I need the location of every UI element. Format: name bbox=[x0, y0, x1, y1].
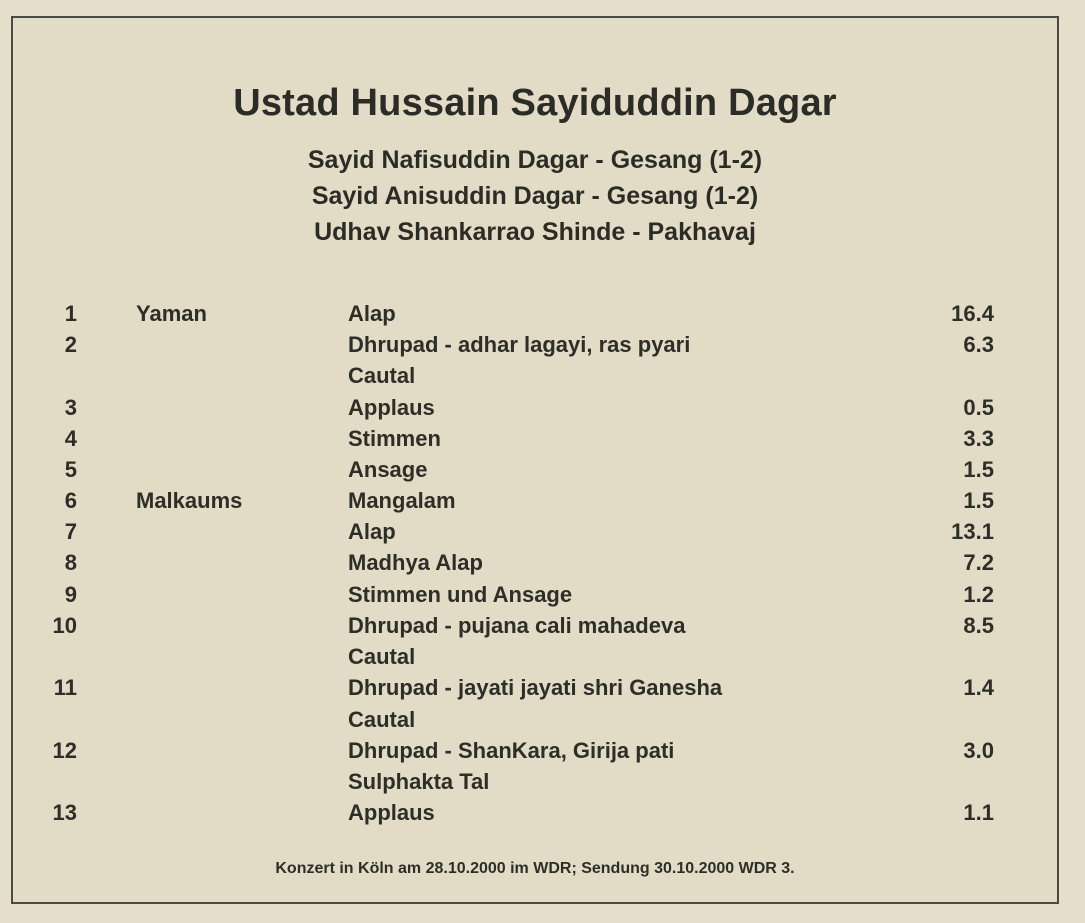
track-duration: 13.1 bbox=[951, 519, 994, 544]
track-tala: Cautal bbox=[348, 363, 416, 388]
track-duration: 3.0 bbox=[963, 738, 994, 763]
track-duration: 7.2 bbox=[963, 550, 994, 575]
track-number: 2 bbox=[64, 332, 77, 357]
track-title: Alap bbox=[348, 519, 396, 544]
track-number: 5 bbox=[64, 457, 77, 482]
cd-insert-sheet bbox=[11, 16, 1059, 904]
track-number: 3 bbox=[64, 395, 77, 420]
performer-line: Sayid Nafisuddin Dagar - Gesang (1-2) bbox=[307, 146, 763, 174]
track-title: Dhrupad - jayati jayati shri Ganesha bbox=[348, 675, 723, 700]
track-duration: 1.4 bbox=[963, 675, 994, 700]
track-title: Dhrupad - ShanKara, Girija pati bbox=[348, 738, 675, 763]
track-title: Stimmen bbox=[348, 426, 441, 451]
track-number: 13 bbox=[52, 800, 77, 825]
track-number: 4 bbox=[64, 426, 77, 451]
track-number: 10 bbox=[52, 613, 77, 638]
track-title: Dhrupad - pujana cali mahadeva bbox=[348, 613, 686, 638]
track-number: 9 bbox=[64, 582, 77, 607]
raga-name: Yaman bbox=[136, 301, 207, 326]
track-title: Alap bbox=[348, 301, 396, 326]
track-number: 8 bbox=[64, 550, 77, 575]
track-title: Stimmen und Ansage bbox=[348, 582, 573, 607]
track-number: 7 bbox=[64, 519, 77, 544]
track-title: Mangalam bbox=[348, 488, 456, 513]
track-number: 12 bbox=[52, 738, 77, 763]
track-title: Madhya Alap bbox=[348, 550, 483, 575]
performer-line: Udhav Shankarrao Shinde - Pakhavaj bbox=[314, 218, 756, 246]
album-title: Ustad Hussain Sayiduddin Dagar bbox=[233, 82, 837, 124]
track-tala: Cautal bbox=[348, 707, 416, 732]
track-tala: Cautal bbox=[348, 644, 416, 669]
raga-name: Malkaums bbox=[136, 488, 243, 513]
track-duration: 8.5 bbox=[963, 613, 994, 638]
track-duration: 1.5 bbox=[963, 488, 994, 513]
track-title: Ansage bbox=[348, 457, 428, 482]
track-duration: 6.3 bbox=[963, 332, 994, 357]
track-duration: 3.3 bbox=[963, 426, 994, 451]
track-duration: 1.2 bbox=[963, 582, 994, 607]
track-duration: 1.1 bbox=[963, 800, 994, 825]
track-duration: 0.5 bbox=[963, 395, 994, 420]
track-number: 1 bbox=[64, 301, 77, 326]
track-number: 6 bbox=[64, 488, 77, 513]
track-title: Dhrupad - adhar lagayi, ras pyari bbox=[348, 332, 691, 357]
track-duration: 1.5 bbox=[963, 457, 994, 482]
track-tala: Sulphakta Tal bbox=[348, 769, 490, 794]
track-number: 11 bbox=[53, 675, 77, 700]
performer-line: Sayid Anisuddin Dagar - Gesang (1-2) bbox=[311, 182, 759, 210]
track-title: Applaus bbox=[348, 395, 435, 420]
concert-note: Konzert in Köln am 28.10.2000 im WDR; Sendung 30.10.2000 WDR 3. bbox=[275, 860, 795, 877]
track-duration: 16.4 bbox=[951, 301, 994, 326]
track-title: Applaus bbox=[348, 800, 435, 825]
